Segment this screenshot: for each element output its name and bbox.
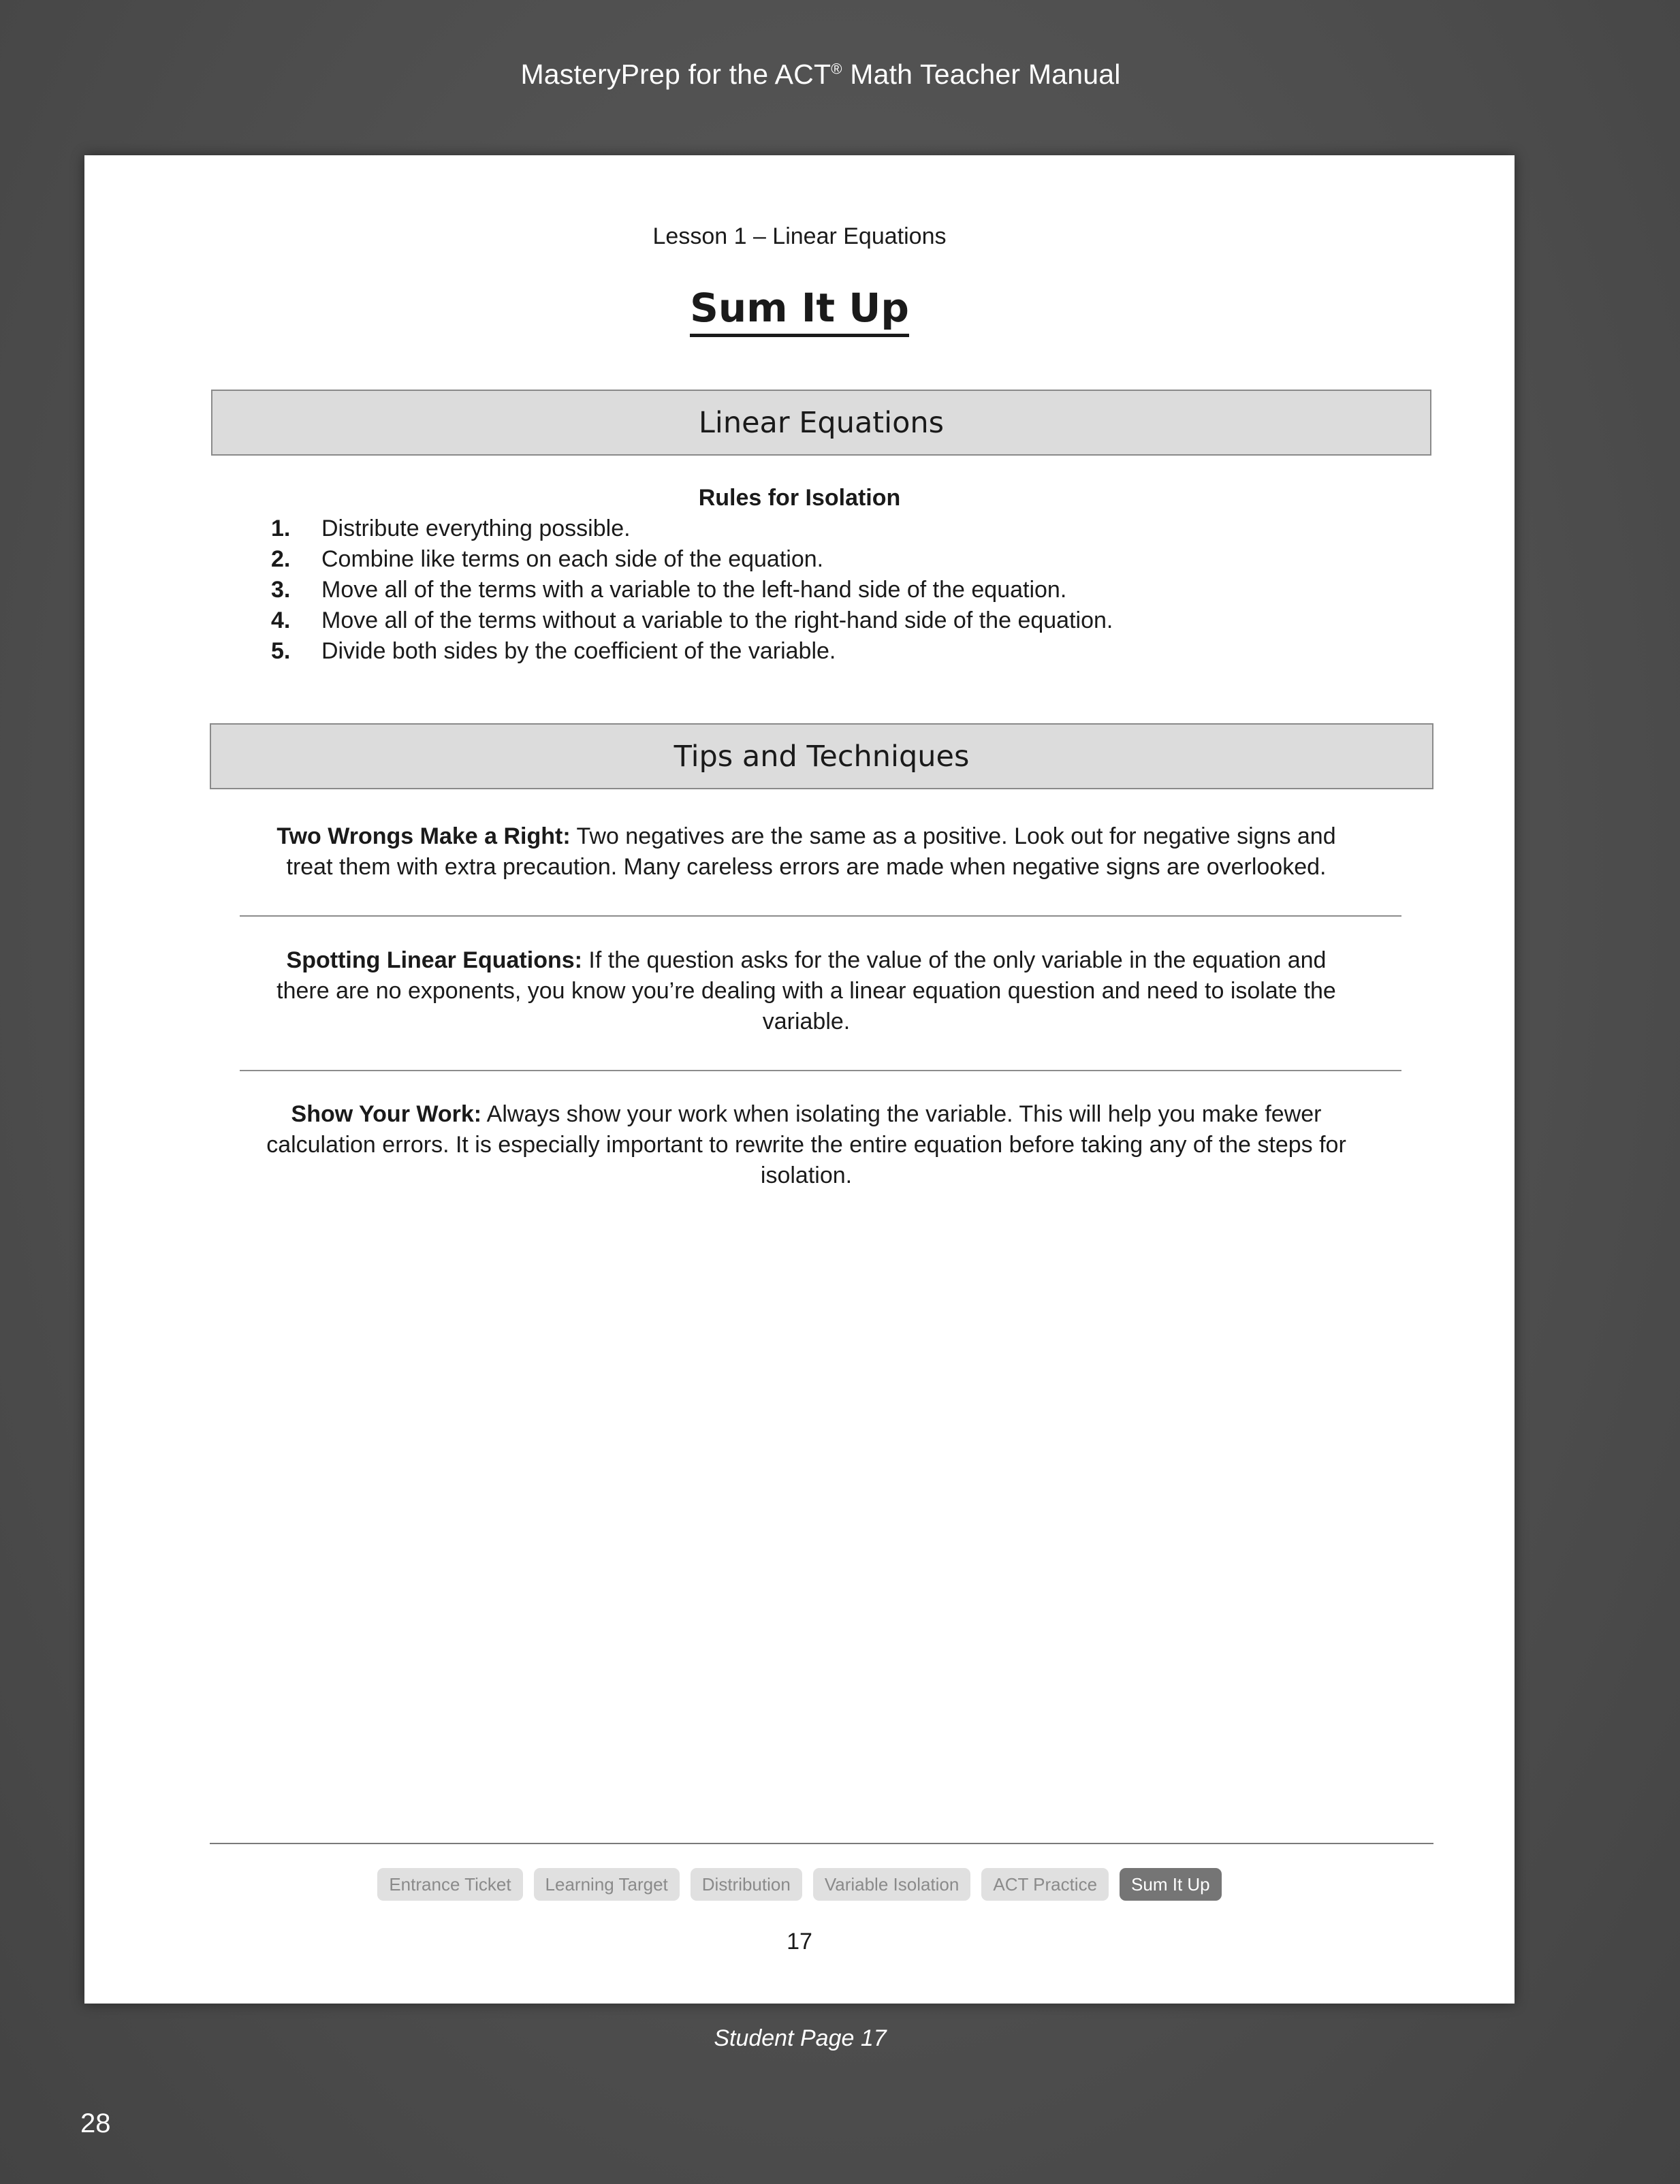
nav-tab-sum-it-up[interactable]: Sum It Up	[1120, 1868, 1222, 1901]
manual-header-title	[0, 59, 1641, 91]
tip-show-work	[261, 1099, 1351, 1191]
rule-item	[271, 605, 1113, 636]
rule-item	[271, 513, 1113, 544]
tip-divider	[240, 915, 1401, 917]
rule-text: Move all of the terms with a variable to the left-hand side of the equation.	[321, 577, 1067, 603]
header-title-text: MasteryPrep for the ACT	[520, 59, 831, 90]
rule-text: Move all of the terms without a variable to the right-hand side of the equation.	[321, 607, 1113, 633]
page-title-text: Sum It Up	[690, 285, 909, 337]
footer-divider	[210, 1843, 1433, 1844]
rule-text: Divide both sides by the coefficient of the variable.	[321, 638, 836, 664]
rule-number: 3.	[271, 577, 291, 603]
tip-text: Two negatives are the same as a positive. Look out for negative signs and treat them with extra precaution. Many careless errors are made when negative signs are overlooked.	[286, 823, 1336, 880]
nav-tab-variable-isolation[interactable]: Variable Isolation	[813, 1868, 971, 1901]
rules-list	[271, 513, 1113, 667]
tip-text: Always show your work when isolating the variable. This will help you make fewer calculation errors. It is especially important to rewrite the entire equation before taking any of the steps for isolation.	[266, 1101, 1346, 1188]
tip-title: Show Your Work:	[291, 1101, 482, 1127]
manual-page-number: 28	[80, 2108, 111, 2138]
registered-mark: ®	[831, 60, 842, 78]
student-page-caption: Student Page 17	[714, 2025, 887, 2051]
nav-tab-act-practice[interactable]: ACT Practice	[981, 1868, 1109, 1901]
rule-text: Distribute everything possible.	[321, 516, 631, 541]
rule-item	[271, 575, 1113, 605]
lesson-label: Lesson 1 – Linear Equations	[652, 223, 947, 249]
tip-two-wrongs	[261, 821, 1351, 883]
header-title-suffix: Math Teacher Manual	[842, 59, 1121, 90]
rule-text: Combine like terms on each side of the equation.	[321, 546, 824, 572]
page-title	[84, 285, 1515, 331]
student-page-sheet	[84, 155, 1515, 2004]
tip-spotting-linear	[261, 945, 1351, 1037]
lesson-nav	[84, 1868, 1515, 1901]
rule-item	[271, 544, 1113, 575]
rule-number: 1.	[271, 516, 291, 541]
tip-title: Spotting Linear Equations:	[286, 947, 582, 973]
nav-tab-distribution[interactable]: Distribution	[691, 1868, 802, 1901]
rules-heading: Rules for Isolation	[698, 485, 901, 511]
tip-divider	[240, 1070, 1401, 1071]
page-number: 17	[787, 1929, 812, 1954]
tips-heading: Tips and Techniques	[210, 723, 1433, 789]
rule-number: 4.	[271, 607, 291, 633]
tip-text: If the question asks for the value of the only variable in the equation and there are no exponents, you know you’re dealing with a linear equation question and need to isolate the variable.	[276, 947, 1336, 1034]
rule-number: 2.	[271, 546, 291, 572]
rule-number: 5.	[271, 638, 291, 664]
rule-item	[271, 636, 1113, 667]
nav-tab-entrance-ticket[interactable]: Entrance Ticket	[377, 1868, 522, 1901]
tip-title: Two Wrongs Make a Right:	[276, 823, 571, 849]
nav-tab-learning-target[interactable]: Learning Target	[534, 1868, 680, 1901]
linear-equations-heading: Linear Equations	[211, 390, 1431, 456]
